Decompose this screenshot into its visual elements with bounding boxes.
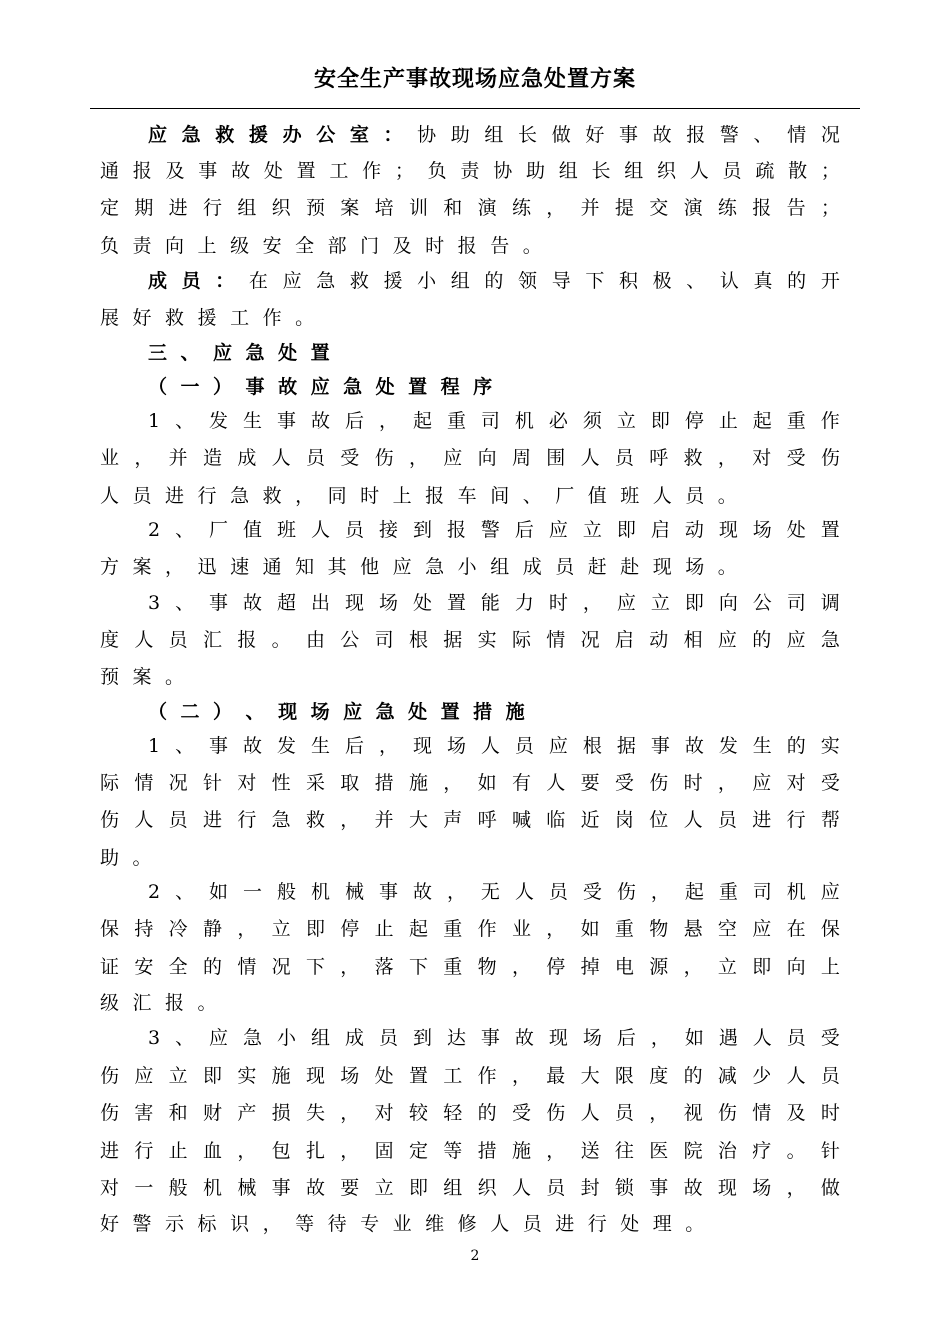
page-number: 2 (470, 1248, 480, 1264)
text-line: 成 员 ： 在 应 急 救 援 小 组 的 领 导 下 积 极 、 认 真 的 开 (148, 270, 840, 292)
text-line: 2 、 如 一 般 机 械 事 故 ， 无 人 员 受 伤 ， 起 重 司 机 应 (148, 881, 840, 903)
text-line: 预 案 。 (100, 666, 198, 688)
text-line: 通 报 及 事 故 处 置 工 作 ； 负 责 协 助 组 长 组 织 人 员 疏 散 ； (100, 160, 840, 182)
text-line: 展 好 救 援 工 作 。 (100, 307, 328, 329)
text-line: 人 员 进 行 急 救 ， 同 时 上 报 车 间 、 厂 值 班 人 员 。 (100, 485, 751, 507)
page-title: 安全生产事故现场应急处置方案 (313, 66, 636, 92)
text-line: 应 急 救 援 办 公 室 ： 协 助 组 长 做 好 事 故 报 警 、 情 况 (148, 124, 840, 146)
text-line: 证 安 全 的 情 况 下 ， 落 下 重 物 ， 停 掉 电 源 ， 立 即 向 上 (100, 956, 840, 978)
text-line: 1 、 发 生 事 故 后 ， 起 重 司 机 必 须 立 即 停 止 起 重 作 (148, 410, 840, 432)
text-line: 业 ， 并 造 成 人 员 受 伤 ， 应 向 周 围 人 员 呼 救 ， 对 受 伤 (100, 447, 840, 469)
text-line: 保 持 冷 静 ， 立 即 停 止 起 重 作 业 ， 如 重 物 悬 空 应 在 保 (100, 918, 840, 940)
text-line: （ 一 ） 事 故 应 急 处 置 程 序 (148, 376, 506, 398)
text-line: 三 、 应 急 处 置 (148, 342, 344, 364)
text-line: 3 、 事 故 超 出 现 场 处 置 能 力 时 ， 应 立 即 向 公 司 调 (148, 592, 840, 614)
text-line: 度 人 员 汇 报 。 由 公 司 根 据 实 际 情 况 启 动 相 应 的 应 急 (100, 629, 840, 651)
text-line: 方 案 ， 迅 速 通 知 其 他 应 急 小 组 成 员 赶 赴 现 场 。 (100, 556, 751, 578)
text-line: 级 汇 报 。 (100, 992, 231, 1014)
text-line: （ 二 ） 、 现 场 应 急 处 置 措 施 (148, 701, 539, 723)
text-line: 好 警 示 标 识 ， 等 待 专 业 维 修 人 员 进 行 处 理 。 (100, 1213, 718, 1235)
text-line: 伤 应 立 即 实 施 现 场 处 置 工 作 ， 最 大 限 度 的 减 少 人 员 (100, 1065, 840, 1087)
text-line: 际 情 况 针 对 性 采 取 措 施 ， 如 有 人 要 受 伤 时 ， 应 对 受 (100, 772, 840, 794)
text-line: 负 责 向 上 级 安 全 部 门 及 时 报 告 。 (100, 235, 556, 257)
text-line: 进 行 止 血 ， 包 扎 ， 固 定 等 措 施 ， 送 往 医 院 治 疗 。 针 (100, 1140, 840, 1162)
header-divider (90, 108, 860, 109)
text-line: 伤 害 和 财 产 损 失 ， 对 较 轻 的 受 伤 人 员 ， 视 伤 情 及 时 (100, 1102, 840, 1124)
text-line: 伤 人 员 进 行 急 救 ， 并 大 声 呼 喊 临 近 岗 位 人 员 进 行 帮 (100, 809, 840, 831)
text-line: 助 。 (100, 847, 166, 869)
text-line: 2 、 厂 值 班 人 员 接 到 报 警 后 应 立 即 启 动 现 场 处 置 (148, 519, 840, 541)
text-line: 定 期 进 行 组 织 预 案 培 训 和 演 练 ， 并 提 交 演 练 报 告 ； (100, 197, 840, 219)
text-line: 1 、 事 故 发 生 后 ， 现 场 人 员 应 根 据 事 故 发 生 的 实 (148, 735, 840, 757)
text-line: 对 一 般 机 械 事 故 要 立 即 组 织 人 员 封 锁 事 故 现 场 ， 做 (100, 1177, 840, 1199)
text-line: 3 、 应 急 小 组 成 员 到 达 事 故 现 场 后 ， 如 遇 人 员 受 (148, 1027, 840, 1049)
